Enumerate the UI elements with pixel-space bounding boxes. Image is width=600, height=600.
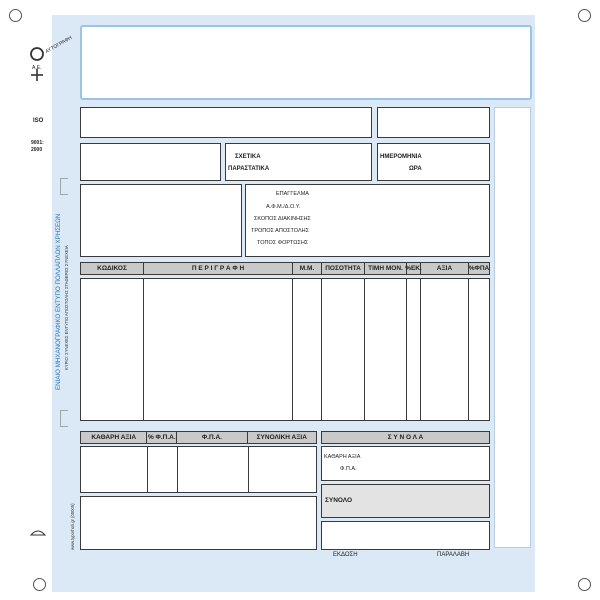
vat-table-header	[80, 431, 317, 444]
summary-total-label: ΣΥΝΟΛΟ	[325, 497, 353, 504]
vertical-title: ΕΝΙΑΙΟ ΜΗΧΑΝΟΓΡΑΦΙΚΟ ΕΝΤΥΠΟ ΠΟΛΛΑΠΛΩΝ ΧΡΗΣΕΩΝ	[55, 213, 62, 390]
side-notch	[60, 178, 68, 195]
vertical-website: www.typorhoti.gr (00005)	[70, 503, 75, 550]
field-shipping-method: ΤΡΟΠΟΣ ΑΠΟΣΤΟΛΗΣ	[251, 228, 309, 234]
doc-number-box[interactable]	[377, 107, 490, 138]
col-unit: Μ.Μ.	[293, 263, 322, 274]
col-description: Π Ε Ρ Ι Γ Ρ Α Φ Η	[144, 263, 293, 274]
punch-hole	[33, 578, 46, 591]
related-docs-label-1: ΣΧΕΤΙΚΑ	[235, 154, 261, 160]
crest-icon	[30, 524, 46, 542]
punch-hole	[578, 9, 591, 22]
col-code: ΚΩΔΙΚΟΣ	[81, 263, 144, 274]
vat-col-divider	[177, 446, 178, 493]
items-table-body[interactable]	[80, 278, 490, 421]
receipt-label: ΠΑΡΑΛΑΒΗ	[437, 552, 470, 558]
items-col-divider	[321, 278, 322, 421]
summary-header: Σ Υ Ν Ο Λ Α	[321, 431, 490, 444]
vat-col-divider	[147, 446, 148, 493]
brand-short: Α.Ε.	[32, 65, 42, 71]
side-notch	[60, 410, 68, 427]
col-vat: %ΦΠΑ	[468, 265, 490, 272]
items-col-divider	[406, 278, 407, 421]
field-loading-place: ΤΟΠΟΣ ΦΟΡΤΩΣΗΣ	[257, 240, 309, 246]
col-unit-price: ΤΙΜΗ ΜΟΝ.	[365, 263, 407, 274]
punch-hole	[9, 9, 22, 22]
field-vat-id: Α.Φ.Μ./Δ.Ο.Υ.	[266, 204, 301, 210]
vertical-subtitle: ΚΥΡΙΟ: ΣΥΝΕΧΕΣ ΕΝΤΥΠΟ ΑΠΟΣΤΟΛΗΣ ΣΤΑΘΕΡΕΣ ΣΥΝΕΧΕΙΑ	[64, 245, 69, 370]
summary-total-box[interactable]	[321, 484, 490, 518]
summary-net-label: ΚΑΘΑΡΗ ΑΞΙΑ	[324, 454, 361, 460]
col-total-value: ΣΥΝΟΛΙΚΗ ΑΞΙΑ	[256, 434, 307, 441]
col-vat-percent: % Φ.Π.Α.	[147, 434, 176, 441]
recipient-box[interactable]	[80, 184, 242, 257]
items-col-divider	[143, 278, 144, 421]
items-col-divider	[364, 278, 365, 421]
vat-table-body[interactable]	[80, 446, 317, 493]
items-table-header	[80, 262, 490, 275]
related-docs-label-2: ΠΑΡΑΣΤΑΤΙΚΑ	[228, 166, 270, 172]
col-quantity: ΠΟΣΟΤΗΤΑ	[322, 263, 365, 274]
col-net-value: ΚΑΘΑΡΗ ΑΞΙΑ	[81, 432, 147, 443]
items-col-divider	[468, 278, 469, 421]
shipment-info-box[interactable]	[245, 184, 490, 257]
signature-box[interactable]	[321, 521, 490, 550]
col-value: ΑΞΙΑ	[421, 263, 469, 274]
items-col-divider	[292, 278, 293, 421]
iso-label: ISO	[33, 118, 44, 124]
field-profession: ΕΠΑΓΓΕΛΜΑ	[276, 191, 309, 197]
col-discount: %ΕΚ.	[405, 265, 422, 272]
vat-col-divider	[248, 446, 249, 493]
time-label: ΩΡΑ	[409, 166, 422, 172]
right-margin-strip	[494, 107, 531, 548]
col-vat-amount: Φ.Π.Α.	[177, 432, 247, 443]
company-header-box[interactable]	[80, 25, 532, 100]
customer-name-box[interactable]	[80, 107, 372, 138]
field-purpose: ΣΚΟΠΟΣ ΔΙΑΚΙΝΗΣΗΣ	[254, 216, 311, 222]
items-col-divider	[420, 278, 421, 421]
punch-hole	[578, 578, 591, 591]
iso-number: 9001: 2000	[31, 140, 44, 153]
summary-values-box[interactable]	[321, 446, 490, 481]
notes-box[interactable]	[80, 496, 317, 550]
date-label: ΗΜΕΡΟΜΗΝΙΑ	[380, 154, 422, 160]
related-docs-box[interactable]	[225, 143, 372, 181]
date-time-box[interactable]	[377, 143, 490, 181]
address-box[interactable]	[80, 143, 221, 181]
summary-vat-label: Φ.Π.Α.	[340, 466, 357, 472]
issue-label: ΕΚΔΟΣΗ	[333, 552, 358, 558]
brand-name: ΑΥΤΟΓΡΑΦΗ	[44, 34, 74, 56]
